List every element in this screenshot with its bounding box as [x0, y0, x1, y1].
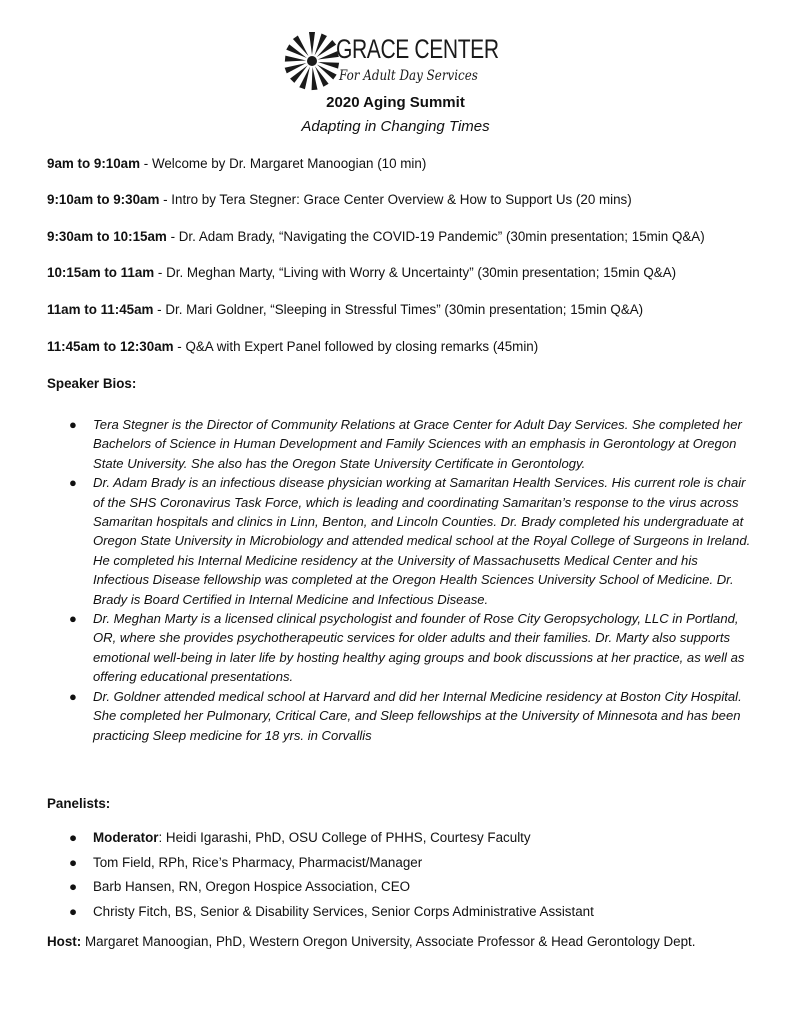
sunburst-logo-icon — [283, 30, 341, 92]
bullet-icon: ● — [69, 475, 77, 491]
schedule-time: 9:30am to 10:15am — [47, 229, 167, 244]
bio-item — [47, 473, 752, 609]
schedule-description: - Intro by Tera Stegner: Grace Center Overview & How to Support Us (20 mins) — [159, 192, 632, 207]
panelists-heading: Panelists: — [47, 796, 111, 811]
speaker-bios-list — [47, 415, 752, 745]
panelist-text: Tom Field, RPh, Rice’s Pharmacy, Pharmacist/Manager — [93, 854, 423, 870]
moderator-text: : Heidi Igarashi, PhD, OSU College of PHHS, Courtesy Faculty — [158, 830, 531, 845]
bullet-icon: ● — [69, 879, 78, 894]
schedule-time: 10:15am to 11am — [47, 265, 155, 280]
panelist-item — [47, 875, 752, 900]
schedule-item — [47, 156, 426, 171]
logo-tagline: For Adult Day Services — [339, 68, 478, 84]
schedule-time: 9:10am to 9:30am — [47, 192, 160, 207]
event-subtitle: Adapting in Changing Times — [301, 118, 490, 135]
grace-center-logo — [283, 30, 513, 94]
schedule-item — [47, 229, 705, 244]
bio-item — [47, 415, 752, 473]
panelist-item — [47, 826, 752, 851]
panelist-text: Barb Hansen, RN, Oregon Hospice Association, CEO — [93, 879, 411, 894]
schedule-time: 9am to 9:10am — [47, 156, 141, 171]
event-title: 2020 Aging Summit — [326, 94, 465, 111]
panelist-item — [47, 851, 752, 876]
schedule-description: - Welcome by Dr. Margaret Manoogian (10 min) — [140, 156, 427, 171]
logo-name: GRACE CENTER — [336, 34, 499, 64]
panelists-list — [47, 826, 752, 924]
host-text: Margaret Manoogian, PhD, Western Oregon University, Associate Professor & Head Gerontology Dept. — [81, 934, 696, 949]
bio-item — [47, 609, 752, 687]
schedule-time: 11:45am to 12:30am — [47, 339, 174, 354]
bullet-icon: ● — [69, 854, 78, 870]
moderator-label: Moderator — [93, 830, 159, 845]
bio-text: Tera Stegner is the Director of Community Relations at Grace Center for Adult Day Services. She completed her Bachelors of Science in Human Development and Family Sciences with an emphasis in Gerontology at Oregon State University. She also has the Oregon State University Certificate in Gerontology. — [93, 417, 742, 471]
bio-item — [47, 687, 752, 745]
schedule-description: - Dr. Mari Goldner, “Sleeping in Stressful Times” (30min presentation; 15min Q&A) — [153, 302, 644, 317]
schedule-item — [47, 192, 632, 207]
bio-text: Dr. Goldner attended medical school at Harvard and did her Internal Medicine residency at Boston City Hospital. She completed her Pulmonary, Critical Care, and Sleep fellowships at the University of Minnesota and has been practicing Sleep medicine for 18 yrs. in Corvallis — [93, 688, 742, 743]
schedule-item — [47, 302, 643, 317]
bio-text: Dr. Meghan Marty is a licensed clinical psychologist and founder of Rose City Geropsychology, LLC in Portland, OR, where she provides psychotherapeutic services for older adults and their families. Dr. Marty also supports emotional well-being in later life by hosting healthy aging groups and book discussions at her practice, as well as offering educational presentations. — [93, 611, 745, 685]
speaker-bios-heading: Speaker Bios: — [47, 376, 137, 391]
bio-text: Dr. Adam Brady is an infectious disease physician working at Samaritan Health Services. His current role is chair of the SHS Coronavirus Task Force, which is leading and coordinating Samaritan’s response to the virus across Samaritan hospitals and clinics in Linn, Benton, and Lincoln Counties. Dr. Brady completed his undergraduate at Oregon State University in Microbiology and attended medical school at the Royal College of Surgeons in Ireland. He completed his Internal Medicine residency at the University of Massachusetts Medical Center and his Infectious Disease fellowship was completed at the Oregon Health Sciences University School of Medicine. Dr. Brady is Board Certified in Internal Medicine and Infectious Disease. — [93, 475, 751, 607]
schedule-description: - Dr. Adam Brady, “Navigating the COVID-19 Pandemic” (30min presentation; 15min Q&A) — [166, 229, 705, 244]
bullet-icon: ● — [69, 417, 77, 432]
panelist-text: Christy Fitch, BS, Senior & Disability Services, Senior Corps Administrative Assistant — [93, 903, 594, 919]
host-label: Host: — [47, 934, 82, 949]
bullet-icon: ● — [69, 830, 78, 845]
schedule-description: - Dr. Meghan Marty, “Living with Worry & Uncertainty” (30min presentation; 15min Q&A) — [154, 265, 677, 280]
schedule-item — [47, 339, 538, 354]
panelist-item — [47, 900, 752, 925]
bullet-icon: ● — [69, 688, 77, 704]
bullet-icon: ● — [69, 903, 78, 919]
host-line — [47, 934, 696, 949]
schedule-description: - Q&A with Expert Panel followed by closing remarks (45min) — [173, 339, 539, 354]
schedule-time: 11am to 11:45am — [47, 302, 154, 317]
bullet-icon: ● — [69, 611, 77, 627]
schedule-item — [47, 265, 676, 280]
